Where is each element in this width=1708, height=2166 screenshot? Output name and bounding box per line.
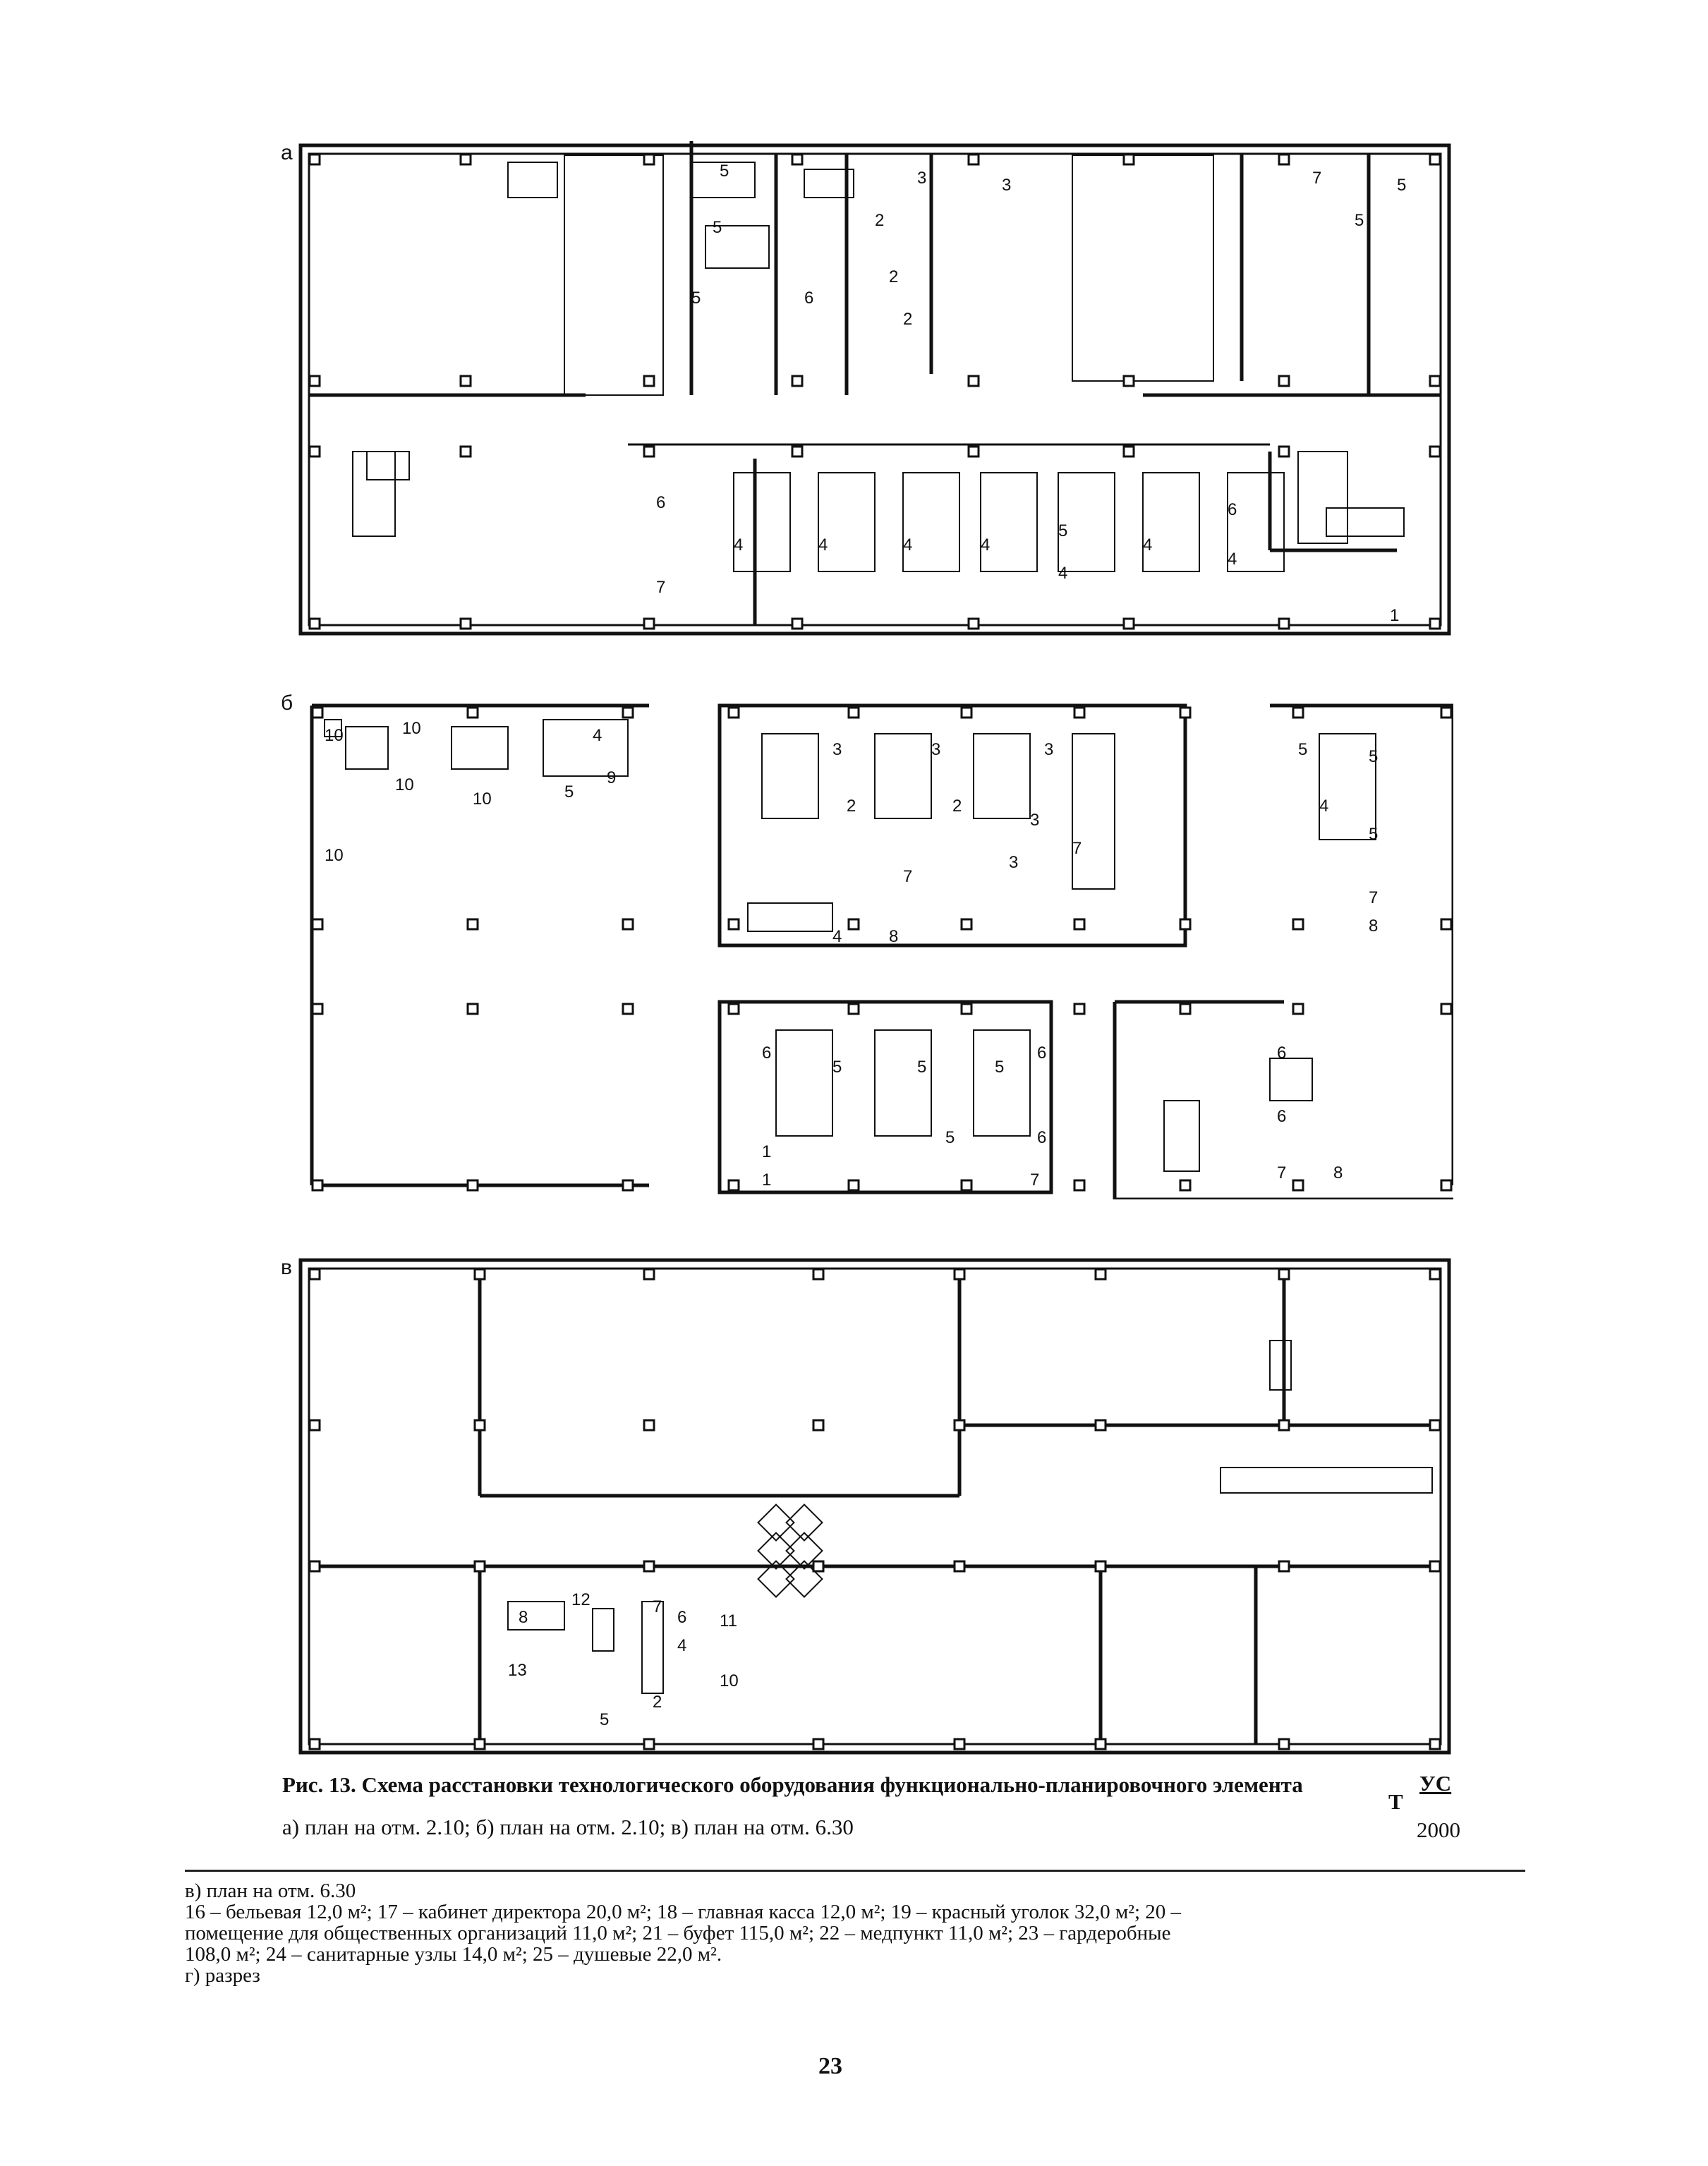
- column: [1293, 919, 1303, 929]
- column: [644, 619, 654, 629]
- column: [1441, 1004, 1451, 1014]
- equipment-number: 5: [1369, 747, 1379, 766]
- equipment-number: 5: [691, 289, 701, 308]
- column: [955, 1739, 964, 1749]
- column: [310, 1269, 320, 1279]
- column: [313, 919, 322, 929]
- column: [1293, 1180, 1303, 1190]
- column: [644, 1739, 654, 1749]
- plan-b-letter: б: [281, 691, 293, 715]
- equipment-number: 5: [1397, 176, 1407, 195]
- equipment-number: 5: [720, 162, 729, 181]
- column: [461, 155, 471, 164]
- column: [849, 708, 859, 718]
- equipment-number: 5: [1369, 825, 1379, 844]
- equipment-number: 2: [903, 310, 913, 329]
- table: [758, 1533, 794, 1569]
- equipment-number: 3: [1044, 740, 1054, 759]
- column: [729, 1180, 739, 1190]
- floor-plan-c: [296, 1256, 1453, 1764]
- column: [962, 708, 971, 718]
- column: [1180, 919, 1190, 929]
- equipment-number: 8: [519, 1608, 528, 1627]
- equipment-block: [903, 473, 959, 571]
- column: [644, 1561, 654, 1571]
- equipment-block: [974, 734, 1030, 818]
- legend-heading: в) план на отм. 6.30: [185, 1880, 356, 1902]
- column: [1279, 447, 1289, 456]
- column: [813, 1739, 823, 1749]
- column: [623, 1180, 633, 1190]
- column: [1074, 919, 1084, 929]
- column: [468, 919, 478, 929]
- plan-c-letter: в: [281, 1256, 292, 1279]
- equipment-number: 6: [677, 1608, 687, 1627]
- column: [1430, 1739, 1440, 1749]
- column: [1124, 376, 1134, 386]
- column: [792, 376, 802, 386]
- column: [310, 619, 320, 629]
- legend-footer: г) разрез: [185, 1964, 260, 1987]
- column: [813, 1269, 823, 1279]
- equipment-number: 4: [1143, 536, 1153, 555]
- equipment-number: 4: [981, 536, 991, 555]
- column: [1074, 708, 1084, 718]
- equipment-number: 2: [875, 211, 885, 230]
- column: [1279, 1269, 1289, 1279]
- equipment-number: 6: [1277, 1107, 1287, 1126]
- equipment-number: 10: [325, 726, 344, 745]
- equipment-number: 3: [1002, 176, 1012, 195]
- equipment-block: [1270, 1058, 1312, 1101]
- column: [1430, 376, 1440, 386]
- legend: [185, 1880, 1532, 1986]
- caption-title: Рис. 13. Схема расстановки технологического оборудования функционально-планировочного элемента: [282, 1772, 1303, 1797]
- column: [849, 1180, 859, 1190]
- equipment-number: 7: [1312, 169, 1322, 188]
- equipment-number: 4: [677, 1636, 687, 1655]
- column: [1279, 1420, 1289, 1430]
- equipment-number: 7: [1369, 888, 1379, 907]
- legend-line-3: 108,0 м²; 24 – санитарные узлы 14,0 м²; 25 – душевые 22,0 м².: [185, 1943, 722, 1966]
- equipment-number: 1: [762, 1142, 772, 1161]
- equipment-number: 4: [1228, 550, 1237, 569]
- column: [969, 447, 979, 456]
- column: [1293, 1004, 1303, 1014]
- equipment-number: 4: [593, 726, 602, 745]
- equipment-number: 4: [1319, 797, 1329, 816]
- column: [1124, 155, 1134, 164]
- equipment-number: 7: [1030, 1170, 1040, 1190]
- column: [644, 447, 654, 456]
- column: [475, 1739, 485, 1749]
- equipment-number: 13: [508, 1661, 527, 1680]
- column: [310, 376, 320, 386]
- column: [792, 155, 802, 164]
- column: [1279, 376, 1289, 386]
- column: [644, 1269, 654, 1279]
- equipment-number: 5: [1355, 211, 1364, 230]
- column: [1124, 619, 1134, 629]
- column: [461, 376, 471, 386]
- equipment-number: 12: [571, 1590, 590, 1609]
- equipment-block: [367, 452, 409, 480]
- equipment-number: 10: [325, 846, 344, 865]
- column: [729, 1004, 739, 1014]
- equipment-number: 2: [653, 1693, 662, 1712]
- equipment-number: 5: [832, 1058, 842, 1077]
- column: [792, 447, 802, 456]
- equipment-number: 1: [762, 1170, 772, 1190]
- column: [313, 708, 322, 718]
- column: [310, 1561, 320, 1571]
- equipment-number: 4: [903, 536, 913, 555]
- column: [644, 155, 654, 164]
- equipment-number: 7: [903, 867, 913, 886]
- column: [310, 447, 320, 456]
- equipment-number: 9: [607, 768, 617, 787]
- column: [1430, 1420, 1440, 1430]
- column: [1441, 919, 1451, 929]
- equipment-number: 7: [1072, 839, 1082, 858]
- floor-plan-c-drawing: [296, 1256, 1453, 1764]
- column: [849, 919, 859, 929]
- column: [955, 1420, 964, 1430]
- floor-plan-b: [296, 691, 1453, 1199]
- floor-plan-a-drawing: [296, 141, 1453, 642]
- equipment-number: 3: [917, 169, 927, 188]
- column: [644, 1420, 654, 1430]
- equipment-number: 2: [952, 797, 962, 816]
- column: [310, 1420, 320, 1430]
- equipment-block: [981, 473, 1037, 571]
- equipment-number: 2: [889, 267, 899, 286]
- equipment-number: 5: [600, 1710, 610, 1729]
- equipment-number: 5: [1058, 521, 1068, 540]
- column: [313, 1004, 322, 1014]
- column: [849, 1004, 859, 1014]
- column: [969, 619, 979, 629]
- column: [813, 1561, 823, 1571]
- equipment-block: [1319, 734, 1379, 840]
- column: [623, 708, 633, 718]
- column: [969, 376, 979, 386]
- column: [1430, 619, 1440, 629]
- equipment-number: 3: [931, 740, 941, 759]
- column: [468, 708, 478, 718]
- equipment-number: 8: [889, 927, 899, 946]
- equipment-number: 8: [1333, 1163, 1343, 1182]
- equipment-number: 6: [1037, 1043, 1047, 1063]
- plan-a-letter: а: [281, 141, 293, 164]
- equipment-number: 6: [1277, 1043, 1287, 1063]
- equipment-block: [1326, 508, 1404, 536]
- equipment-number: 6: [1228, 500, 1237, 519]
- column: [955, 1269, 964, 1279]
- equipment-block: [875, 734, 931, 818]
- equipment-number: 7: [653, 1597, 662, 1616]
- equipment-block: [762, 734, 818, 818]
- column: [623, 1004, 633, 1014]
- column: [1180, 1004, 1190, 1014]
- equipment-block: [974, 1030, 1030, 1136]
- equipment-block: [508, 162, 557, 198]
- equipment-number: 3: [832, 740, 842, 759]
- equipment-number: 4: [1058, 564, 1068, 583]
- column: [644, 376, 654, 386]
- equipment-number: 5: [564, 782, 574, 801]
- equipment-number: 5: [1298, 740, 1308, 759]
- column: [1441, 1180, 1451, 1190]
- equipment-block: [1072, 734, 1115, 889]
- equipment-number: 5: [995, 1058, 1005, 1077]
- column: [1096, 1420, 1106, 1430]
- column: [1096, 1269, 1106, 1279]
- column: [461, 447, 471, 456]
- element-code-denominator: 2000: [1417, 1817, 1460, 1842]
- column: [1180, 708, 1190, 718]
- column: [813, 1420, 823, 1430]
- column: [962, 919, 971, 929]
- floor-plan-b-drawing: [296, 691, 1453, 1199]
- column: [1096, 1561, 1106, 1571]
- equipment-number: 5: [917, 1058, 927, 1077]
- column: [729, 708, 739, 718]
- equipment-number: 5: [945, 1128, 955, 1147]
- equipment-number: 10: [720, 1671, 739, 1690]
- column: [955, 1561, 964, 1571]
- column: [310, 155, 320, 164]
- equipment-block: [818, 473, 875, 571]
- column: [792, 619, 802, 629]
- column: [468, 1004, 478, 1014]
- caption-subtitle: а) план на отм. 2.10; б) план на отм. 2.10; в) план на отм. 6.30: [282, 1815, 854, 1839]
- equipment-number: 10: [395, 775, 414, 794]
- column: [1180, 1180, 1190, 1190]
- column: [1074, 1180, 1084, 1190]
- table: [758, 1505, 794, 1541]
- equipment-number: 4: [832, 927, 842, 946]
- equipment-number: 3: [1009, 853, 1019, 872]
- equipment-block: [875, 1030, 931, 1136]
- equipment-number: 3: [1030, 811, 1040, 830]
- element-code-prefix: Т: [1388, 1789, 1403, 1814]
- column: [1430, 155, 1440, 164]
- floor-plan-a: [296, 141, 1453, 642]
- equipment-block: [1143, 473, 1199, 571]
- column: [1279, 1739, 1289, 1749]
- equipment-number: 7: [1277, 1163, 1287, 1182]
- column: [1279, 619, 1289, 629]
- page-number: 23: [818, 2053, 842, 2079]
- legend-line-2: помещение для общественных организаций 11,0 м²; 21 – буфет 115,0 м²; 22 – медпункт 11,0 м²; 23 – гардеробные: [185, 1922, 1171, 1944]
- equipment-number: 6: [656, 493, 666, 512]
- column: [310, 1739, 320, 1749]
- column: [1279, 155, 1289, 164]
- equipment-number: 2: [847, 797, 856, 816]
- equipment-number: 5: [713, 218, 722, 237]
- equipment-number: 10: [402, 719, 421, 738]
- equipment-block: [452, 727, 508, 769]
- column: [1430, 1269, 1440, 1279]
- column: [969, 155, 979, 164]
- equipment-number: 7: [656, 578, 666, 597]
- column: [623, 919, 633, 929]
- column: [468, 1180, 478, 1190]
- column: [1124, 447, 1134, 456]
- column: [1441, 708, 1451, 718]
- equipment-number: 6: [1037, 1128, 1047, 1147]
- column: [475, 1561, 485, 1571]
- equipment-number: 4: [818, 536, 828, 555]
- column: [1430, 1561, 1440, 1571]
- equipment-block: [776, 1030, 832, 1136]
- equipment-number: 1: [1390, 606, 1400, 625]
- column: [1430, 447, 1440, 456]
- equipment-block: [346, 727, 388, 769]
- column: [461, 619, 471, 629]
- equipment-block: [734, 473, 790, 571]
- column: [313, 1180, 322, 1190]
- column: [729, 919, 739, 929]
- column: [962, 1004, 971, 1014]
- equipment-number: 4: [734, 536, 744, 555]
- column: [1293, 708, 1303, 718]
- equipment-number: 6: [762, 1043, 772, 1063]
- column: [962, 1180, 971, 1190]
- separator-rule: [185, 1870, 1525, 1872]
- column: [475, 1420, 485, 1430]
- table: [787, 1505, 823, 1541]
- equipment-number: 8: [1369, 916, 1379, 936]
- column: [1096, 1739, 1106, 1749]
- equipment-number: 6: [804, 289, 814, 308]
- equipment-number: 10: [473, 789, 492, 809]
- column: [1279, 1561, 1289, 1571]
- column: [475, 1269, 485, 1279]
- column: [1074, 1004, 1084, 1014]
- equipment-number: 11: [720, 1611, 737, 1630]
- element-code-numerator: УС: [1419, 1771, 1452, 1796]
- legend-line-1: 16 – бельевая 12,0 м²; 17 – кабинет директора 20,0 м²; 18 – главная касса 12,0 м²; 19 – красный уголок 32,0 м²; 20 –: [185, 1901, 1182, 1923]
